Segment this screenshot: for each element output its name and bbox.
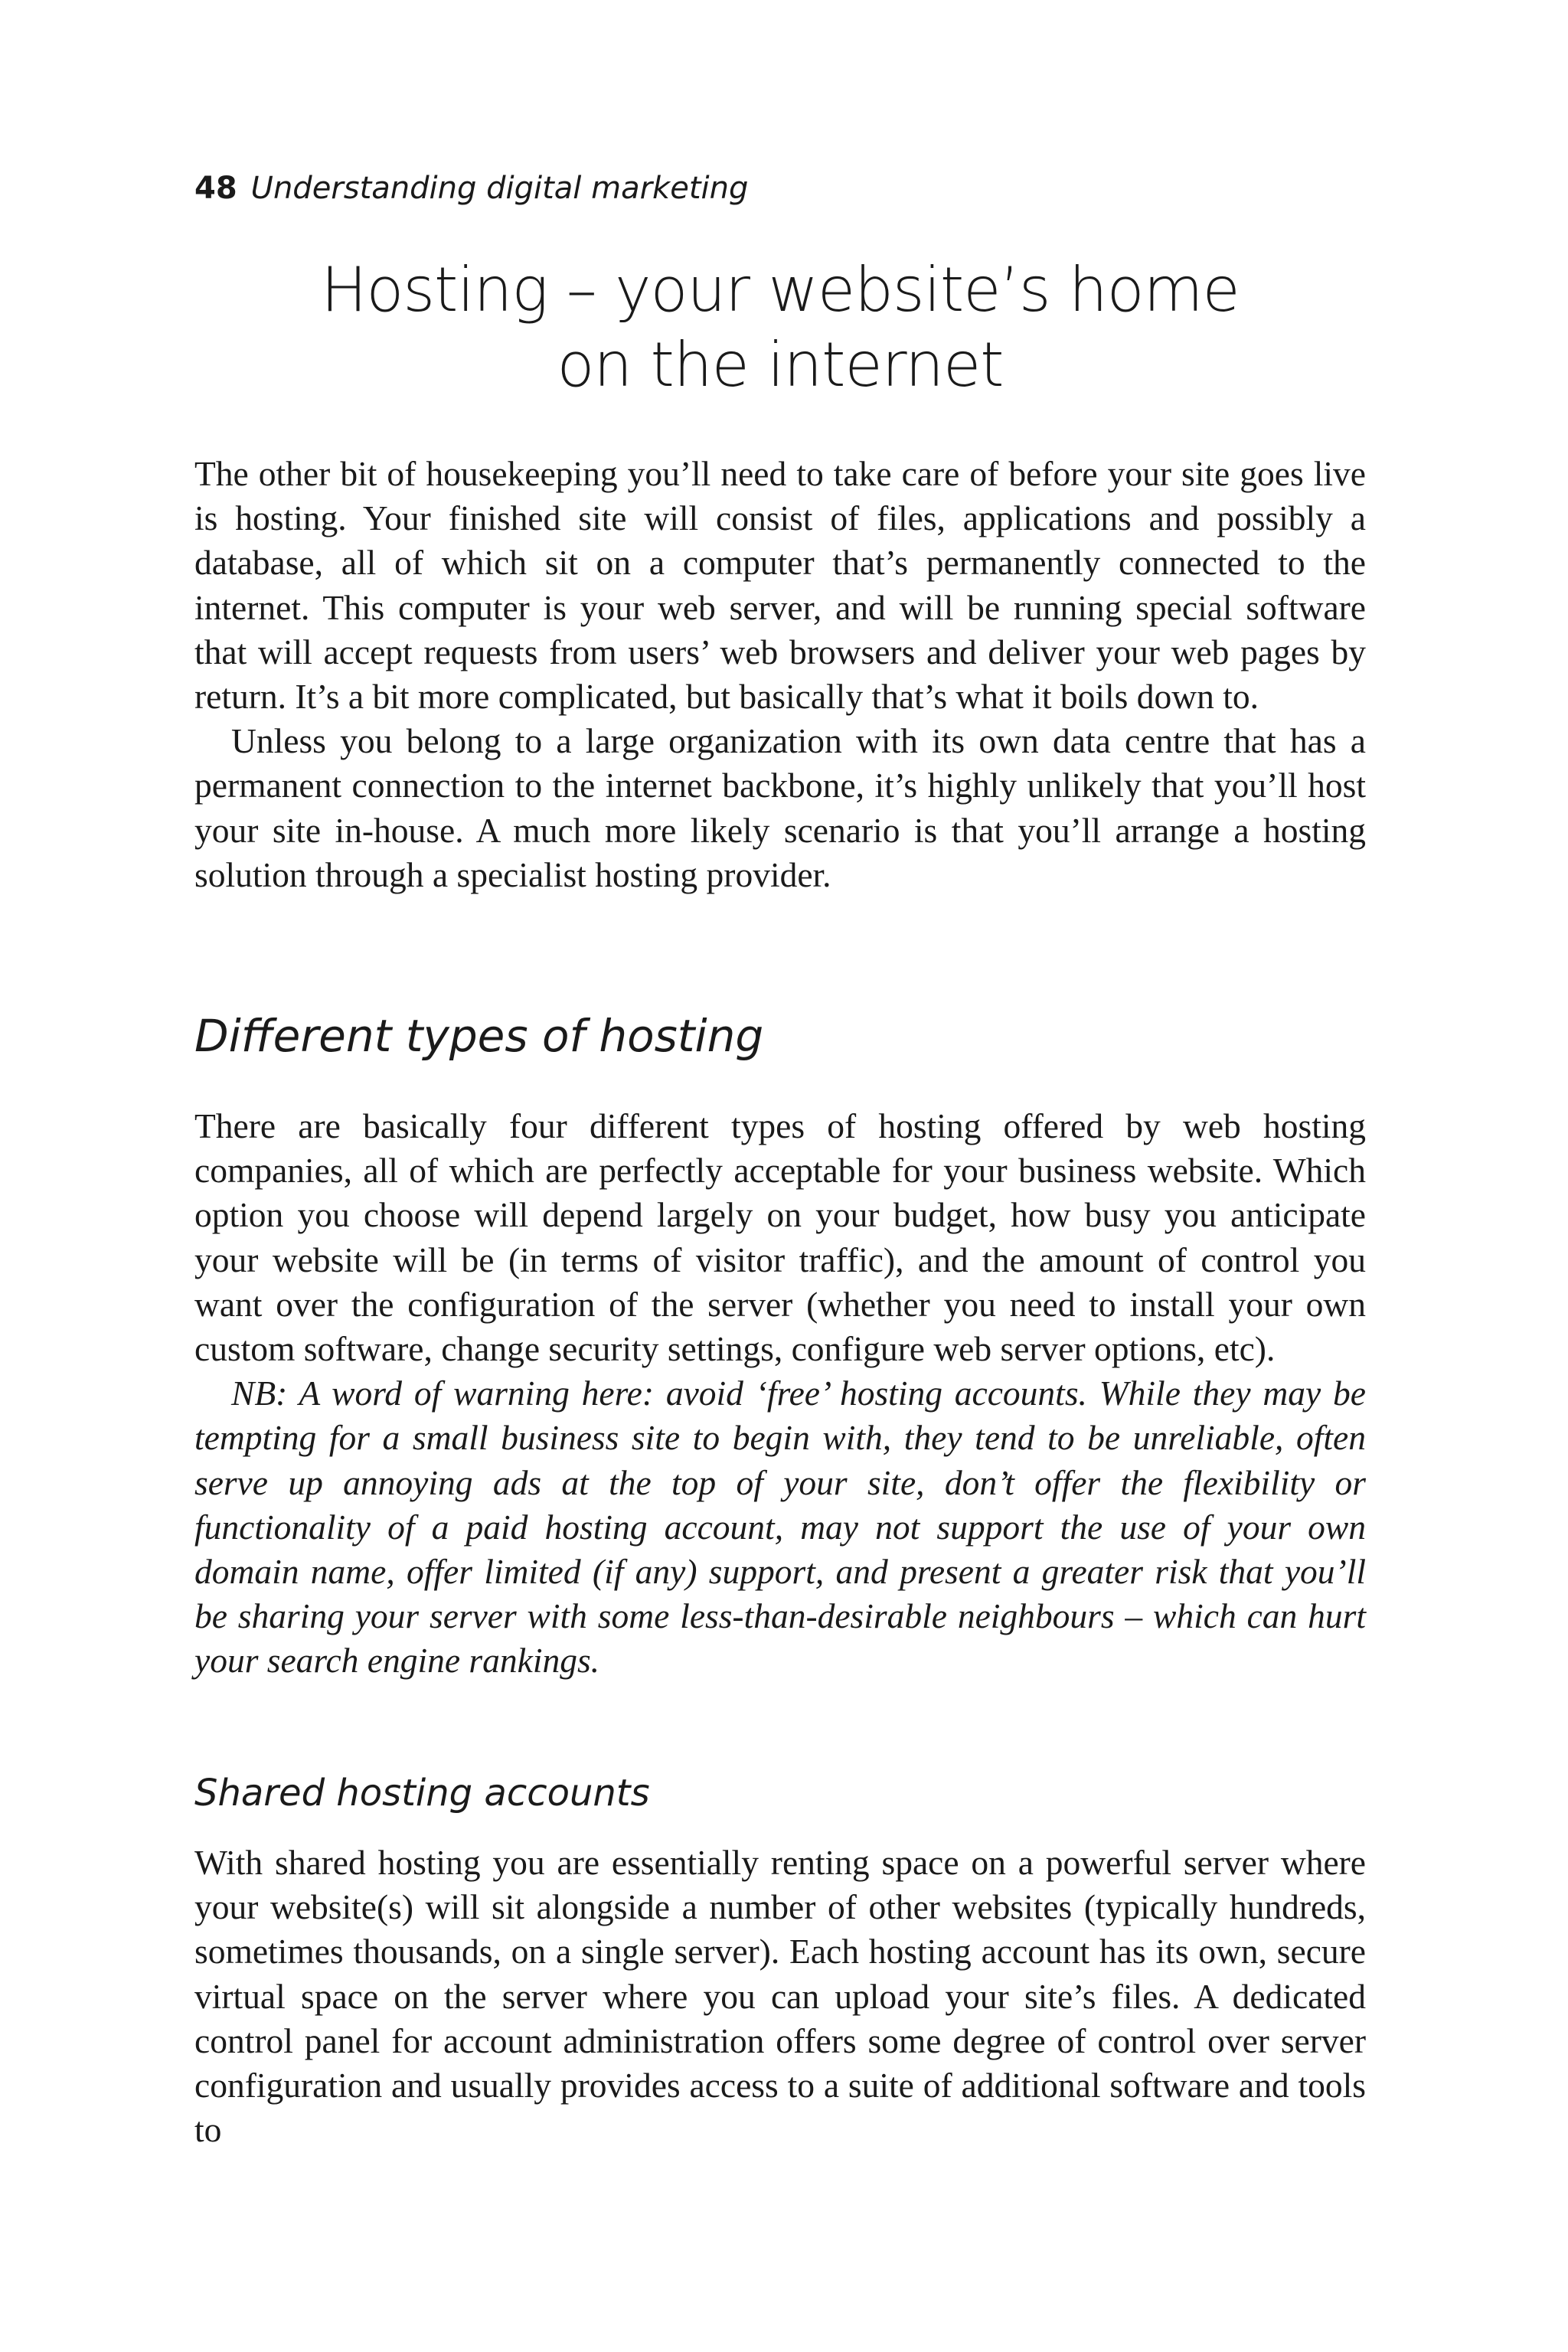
chapter-title-line-1: Hosting – your website’s home [321, 254, 1240, 325]
running-head [194, 173, 748, 204]
types-of-hosting-section [194, 1104, 1366, 1684]
chapter-title [194, 253, 1366, 403]
intro-paragraph-2: Unless you belong to a large organization with its own data centre that has a permanent connection to the internet backbone, it’s highly unlikely that you’ll host your site in-house. A much more likely scenario is that you’ll arrange a hosting solution through a specialist hosting provider. [194, 721, 1366, 894]
intro-section [194, 452, 1366, 897]
warning-note: NB: A word of warning here: avoid ‘free’ hosting accounts. While they may be tempting for a small business site to begin with, they tend to be unreliable, often serve up annoying ads at the top of your site, don’t offer the flexibility or functionality of a paid hosting account, may not support the use of your own domain name, offer limited (if any) support, and present a greater risk that you’ll be sharing your server with some less-than-desirable neighbours – which can hurt your search engine rankings. [194, 1374, 1366, 1681]
book-title: Understanding digital marketing [250, 171, 749, 206]
subsection-heading-shared-hosting: Shared hosting accounts [194, 1772, 650, 1815]
shared-paragraph-1: With shared hosting you are essentially renting space on a powerful server where your website(s) will sit alongside a number of other websites (typically hundreds, sometimes thousands, on a single server). Each hosting account has its own, secure virtual space on the server where you can upload your site’s files. A dedicated control panel for account administration offers some degree of control over server configuration and usually provides access to a suite of additional software and tools to [194, 1843, 1366, 2150]
section-heading-types-of-hosting: Different types of hosting [194, 1010, 764, 1062]
types-paragraph-1: There are basically four different types of hosting offered by web hosting companies, all of which are perfectly acceptable for your business website. Which option you choose will depend largely on your budget, how busy you anticipate your website will be (in terms of visitor traffic), and the amount of control you want over the configuration of the server (whether you need to install your own custom software, change security settings, configure web server options, etc). [194, 1106, 1366, 1369]
shared-hosting-section [194, 1841, 1366, 2152]
chapter-title-line-2: on the internet [557, 329, 1004, 400]
page-number: 48 [194, 171, 237, 206]
intro-paragraph-1: The other bit of housekeeping you’ll need to take care of before your site goes live is hosting. Your finished site will consist of files, applications and possibly a database, all of which sit on a computer that’s permanently connected to the internet. This computer is your web server, and will be running special software that will accept requests from users’ web browsers and deliver your web pages by return. It’s a bit more complicated, but basically that’s what it boils down to. [194, 454, 1366, 717]
